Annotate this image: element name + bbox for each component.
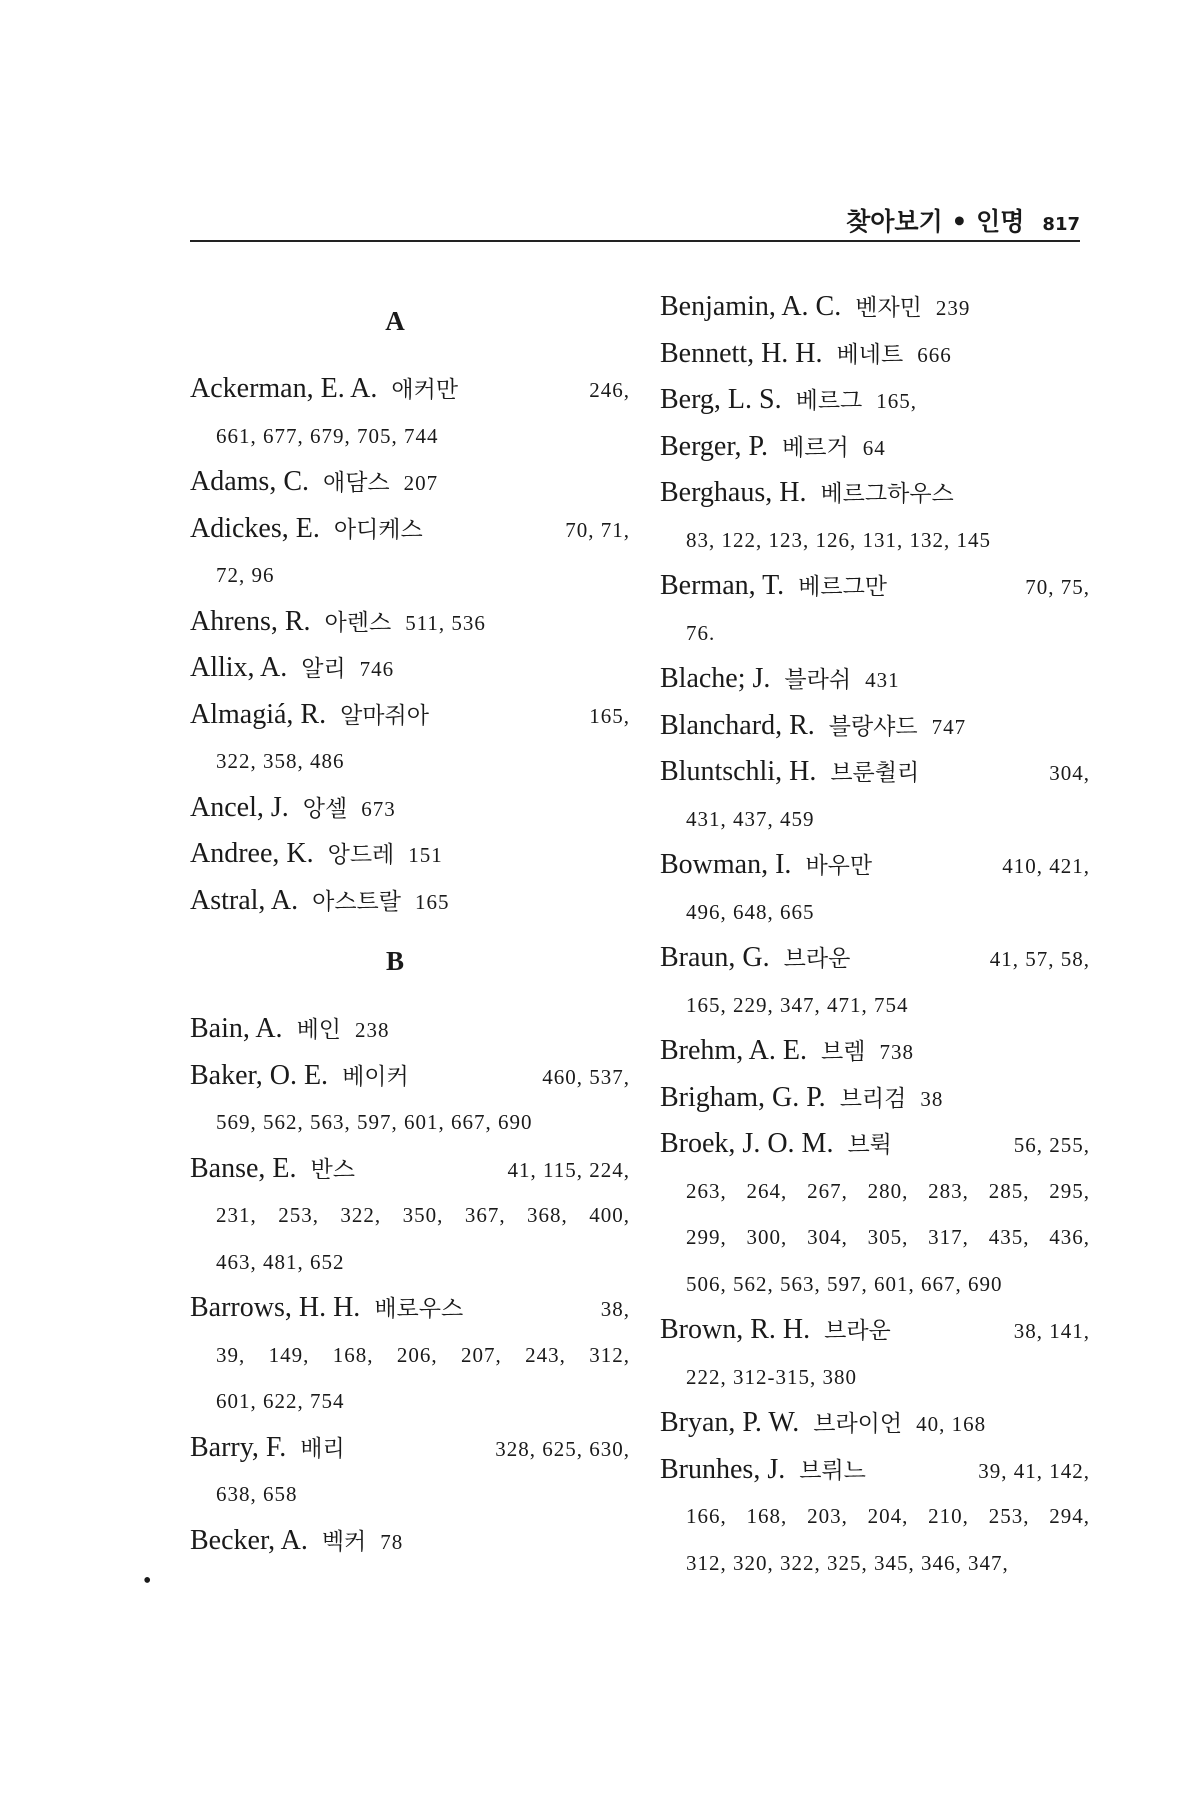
entry-first-line — [660, 842, 1090, 889]
entry-name: Brigham, G. P. — [660, 1081, 826, 1113]
entry-pages-continued: 569, 562, 563, 597, 601, 667, 690 — [216, 1110, 533, 1134]
entry-pages-continued: 601, 622, 754 — [216, 1389, 345, 1413]
index-column-right — [660, 284, 1090, 1586]
entry-first-line — [660, 563, 1090, 610]
entry-name: Astral, A. — [190, 884, 299, 916]
entry-korean-name: 베르거 — [782, 434, 849, 461]
entry-name: Bryan, P. W. — [660, 1407, 800, 1438]
entry-pages-continued: 231, 253, 322, 350, 367, 368, 400, — [216, 1203, 630, 1227]
index-entry — [660, 1075, 1090, 1122]
index-entry — [190, 1006, 630, 1053]
entry-first-line — [190, 645, 630, 692]
entry-pages: 246, — [589, 378, 630, 402]
entry-korean-name: 브라이언 — [813, 1411, 903, 1437]
entry-korean-name: 브뤼느 — [799, 1457, 866, 1484]
entry-pages: 40, 168 — [916, 1412, 987, 1436]
entry-pages: 673 — [361, 796, 396, 821]
entry-name: Baker, O. E. — [190, 1059, 329, 1091]
index-entry — [660, 749, 1090, 842]
index-entry — [190, 459, 630, 506]
section-letter: B — [385, 946, 404, 976]
index-entry — [660, 1028, 1090, 1075]
page-number: 817 — [1042, 214, 1080, 235]
entry-korean-name: 아스트랄 — [312, 888, 401, 915]
entry-name: Blanchard, R. — [660, 709, 815, 741]
index-entry — [190, 785, 630, 832]
entry-name: Allix, A. — [190, 652, 288, 683]
entry-pages: 39, 41, 142, — [978, 1458, 1090, 1483]
entry-name: Barry, F. — [190, 1431, 287, 1463]
entry-first-line — [660, 377, 1090, 424]
entry-pages-continued: 83, 122, 123, 126, 131, 132, 145 — [686, 527, 991, 552]
index-entry — [190, 878, 630, 925]
entry-first-line — [660, 656, 1090, 703]
entry-pages: 460, 537, — [542, 1064, 630, 1089]
index-entry — [660, 331, 1090, 378]
entry-pages-continued: 463, 481, 652 — [216, 1249, 345, 1274]
entry-pages: 64 — [862, 435, 886, 460]
entry-korean-name: 베르그만 — [798, 574, 888, 600]
entry-korean-name: 블라쉬 — [784, 667, 852, 693]
entry-pages-continued: 263, 264, 267, 280, 283, 285, 295, — [686, 1178, 1090, 1203]
entry-name: Adams, C. — [190, 466, 309, 497]
entry-korean-name: 배리 — [300, 1435, 345, 1462]
entry-name: Blache; J. — [660, 663, 771, 694]
index-entry — [660, 703, 1090, 750]
entry-pages: 165, — [589, 703, 630, 728]
entry-first-line — [660, 935, 1090, 982]
index-entry — [660, 1121, 1090, 1307]
entry-name: Almagiá, R. — [190, 698, 327, 730]
entry-pages: 328, 625, 630, — [495, 1436, 630, 1461]
index-entry — [190, 1518, 630, 1565]
entry-korean-name: 베네트 — [836, 341, 904, 368]
entry-pages: 38 — [920, 1086, 944, 1111]
entry-korean-name: 배로우스 — [374, 1296, 464, 1322]
entry-pages-continued: 322, 358, 486 — [216, 749, 345, 773]
entry-korean-name: 브뤽 — [847, 1132, 892, 1158]
entry-name: Becker, A. — [190, 1524, 308, 1556]
entry-korean-name: 베인 — [296, 1017, 341, 1043]
entry-korean-name: 베르그 — [795, 388, 863, 414]
entry-name: Berghaus, H. — [660, 477, 807, 508]
entry-name: Bluntschli, H. — [660, 756, 817, 787]
entry-first-line — [190, 599, 630, 646]
entry-pages-continued: 166, 168, 203, 204, 210, 253, 294, — [686, 1504, 1090, 1528]
entry-pages: 666 — [917, 342, 952, 367]
entry-first-line — [660, 284, 1090, 331]
entry-first-line — [660, 1447, 1090, 1494]
index-entry — [660, 656, 1090, 703]
entry-korean-name: 벤자민 — [855, 295, 922, 321]
entry-pages-continued: 72, 96 — [216, 563, 275, 587]
entry-korean-name: 블랑샤드 — [828, 713, 918, 740]
index-column-left — [190, 284, 630, 1564]
entry-name: Bain, A. — [190, 1013, 283, 1044]
entry-first-line — [190, 1053, 630, 1100]
entry-name: Berger, P. — [660, 430, 769, 462]
entry-name: Andree, K. — [190, 838, 314, 869]
entry-first-line — [660, 1028, 1090, 1075]
entry-first-line — [660, 424, 1090, 471]
entry-pages-continued: 431, 437, 459 — [686, 806, 815, 831]
index-entry — [190, 1146, 630, 1286]
entry-pages: 738 — [879, 1040, 914, 1064]
index-entry — [660, 935, 1090, 1028]
entry-name: Bowman, I. — [660, 849, 792, 880]
entry-korean-name: 아디케스 — [333, 516, 423, 543]
entry-korean-name: 알마쥐아 — [340, 702, 429, 729]
index-entry — [660, 1447, 1090, 1587]
entry-name: Banse, E. — [190, 1152, 297, 1184]
index-entry — [660, 842, 1090, 935]
entry-first-line — [660, 749, 1090, 796]
entry-pages: 238 — [355, 1018, 390, 1042]
entry-name: Ackerman, E. A. — [190, 373, 378, 404]
entry-pages-continued: 661, 677, 679, 705, 744 — [216, 423, 439, 448]
entry-first-line — [190, 1425, 630, 1472]
index-entry — [660, 1400, 1090, 1447]
entry-pages: 41, 115, 224, — [507, 1157, 630, 1182]
index-entry — [190, 1285, 630, 1425]
entry-first-line — [660, 1075, 1090, 1122]
entry-name: Barrows, H. H. — [190, 1292, 361, 1323]
entry-korean-name: 앙셀 — [302, 795, 348, 822]
entry-name: Bennett, H. H. — [660, 337, 823, 369]
entry-name: Braun, G. — [660, 942, 770, 973]
index-entry — [190, 599, 630, 646]
entry-first-line — [190, 506, 630, 553]
index-entry — [660, 470, 1090, 563]
entry-name: Ahrens, R. — [190, 605, 311, 637]
entry-pages: 746 — [359, 657, 395, 681]
entry-first-line — [660, 470, 1090, 517]
entry-korean-name: 브라운 — [783, 946, 851, 972]
entry-name: Adickes, E. — [190, 512, 320, 544]
entry-pages-continued: 506, 562, 563, 597, 601, 667, 690 — [686, 1271, 1003, 1296]
entry-pages-continued: 39, 149, 168, 206, 207, 243, 312, — [216, 1342, 630, 1367]
entry-pages: 38, 141, — [1013, 1319, 1090, 1343]
entry-name: Ancel, J. — [190, 791, 289, 823]
entry-name: Benjamin, A. C. — [660, 291, 842, 322]
entry-first-line — [190, 1146, 630, 1193]
entry-name: Brown, R. H. — [660, 1314, 811, 1345]
entry-korean-name: 애커만 — [391, 377, 459, 403]
entry-korean-name: 앙드레 — [327, 842, 395, 868]
entry-pages: 239 — [935, 296, 971, 320]
index-entry — [190, 366, 630, 459]
entry-name: Brunhes, J. — [660, 1453, 786, 1485]
entry-pages: 410, 421, — [1002, 854, 1090, 878]
entry-korean-name: 벡커 — [321, 1528, 367, 1555]
entry-name: Broek, J. O. M. — [660, 1128, 834, 1159]
margin-bullet: • — [143, 1568, 152, 1594]
entry-pages-continued: 299, 300, 304, 305, 317, 435, 436, — [686, 1225, 1090, 1249]
running-head-title: 찾아보기 • 인명 — [846, 207, 1025, 236]
index-entry — [190, 831, 630, 878]
entry-pages: 304, — [1049, 761, 1090, 785]
entry-pages-continued: 222, 312-315, 380 — [686, 1364, 857, 1389]
entry-pages: 78 — [380, 1529, 404, 1554]
index-entry — [190, 1053, 630, 1146]
entry-first-line — [190, 1006, 630, 1053]
section-letter: A — [385, 306, 405, 336]
entry-name: Brehm, A. E. — [660, 1035, 807, 1066]
entry-korean-name: 브리검 — [839, 1085, 907, 1112]
entry-korean-name: 바우만 — [805, 853, 873, 879]
entry-pages-continued: 312, 320, 322, 325, 345, 346, 347, — [686, 1550, 1009, 1575]
entry-first-line — [190, 785, 630, 832]
entry-korean-name: 브렘 — [821, 1039, 866, 1065]
entry-name: Berg, L. S. — [660, 384, 782, 415]
entry-first-line — [190, 1518, 630, 1565]
index-entry — [190, 645, 630, 692]
entry-pages-continued: 638, 658 — [216, 1482, 298, 1506]
entry-first-line — [190, 459, 630, 506]
index-entry — [660, 377, 1090, 424]
entry-korean-name: 베르그하우스 — [820, 481, 954, 507]
entry-pages: 431 — [865, 668, 900, 692]
entry-name: Berman, T. — [660, 570, 785, 601]
index-entry — [660, 563, 1090, 656]
entry-first-line — [190, 831, 630, 878]
entry-first-line — [660, 1400, 1090, 1447]
entry-pages: 41, 57, 58, — [989, 947, 1090, 971]
index-entry — [190, 506, 630, 599]
index-entry — [190, 1425, 630, 1518]
page-header — [190, 200, 1080, 242]
entry-korean-name: 브라운 — [824, 1318, 891, 1344]
entry-pages-continued: 165, 229, 347, 471, 754 — [686, 992, 909, 1017]
entry-first-line — [190, 878, 630, 925]
entry-pages-continued: 76. — [686, 620, 716, 645]
entry-first-line — [190, 1285, 630, 1332]
entry-pages-continued: 496, 648, 665 — [686, 899, 815, 924]
entry-korean-name: 브룬췰리 — [830, 760, 920, 786]
entry-first-line — [190, 366, 630, 413]
entry-first-line — [660, 331, 1090, 378]
entry-korean-name: 아렌스 — [324, 609, 392, 636]
index-entry — [190, 692, 630, 785]
entry-pages: 70, 71, — [565, 517, 630, 542]
entry-first-line — [660, 1121, 1090, 1168]
entry-pages: 38, — [600, 1297, 630, 1321]
entry-pages: 207 — [403, 471, 439, 495]
entry-korean-name: 베이커 — [342, 1063, 409, 1090]
entry-pages: 70, 75, — [1025, 575, 1090, 599]
entry-pages: 165, — [876, 389, 918, 413]
entry-pages: 747 — [931, 714, 967, 739]
entry-pages: 511, 536 — [405, 610, 486, 635]
entry-first-line — [190, 692, 630, 739]
entry-pages: 165 — [414, 889, 450, 914]
entry-first-line — [660, 703, 1090, 750]
entry-first-line — [660, 1307, 1090, 1354]
running-head — [846, 202, 1080, 238]
entry-korean-name: 알리 — [301, 656, 346, 682]
index-entry — [660, 284, 1090, 331]
entry-pages: 56, 255, — [1013, 1133, 1090, 1157]
index-entry — [660, 424, 1090, 471]
entry-pages: 151 — [408, 843, 443, 867]
index-entry — [660, 1307, 1090, 1400]
entry-korean-name: 애담스 — [323, 470, 390, 496]
entry-korean-name: 반스 — [310, 1156, 355, 1183]
